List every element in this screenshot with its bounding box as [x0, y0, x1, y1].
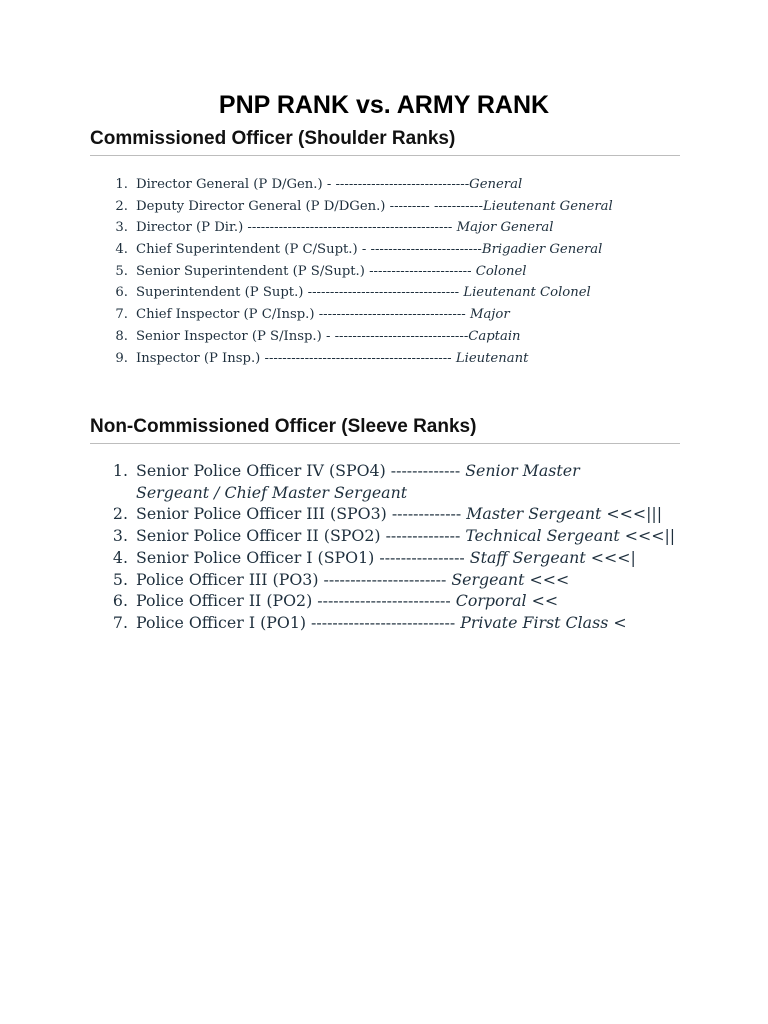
item-number: 6.: [115, 285, 128, 301]
list-item: [108, 612, 668, 634]
army-rank: Staff Sergeant: [469, 547, 586, 567]
item-number: 2.: [112, 504, 128, 524]
list-item: [108, 326, 668, 348]
pnp-rank: Senior Police Officer III (SPO3) -------------: [136, 504, 467, 524]
item-number: 6.: [112, 591, 128, 611]
army-rank: Colonel: [475, 263, 527, 279]
pnp-rank: Director (P Dir.) ----------------------------------------------: [136, 220, 457, 236]
item-number: 4.: [112, 547, 128, 567]
list-item: [108, 547, 668, 569]
pnp-rank: Chief Inspector (P C/Insp.) ---------------------------------: [136, 307, 470, 323]
army-rank: Master Sergeant: [466, 504, 602, 524]
item-number: 4.: [115, 242, 128, 258]
army-rank: Technical Sergeant: [465, 526, 620, 546]
item-number: 3.: [115, 220, 128, 236]
item-number: 3.: [112, 526, 128, 546]
item-number: 8.: [115, 328, 128, 344]
pnp-rank: Police Officer II (PO2) -------------------------: [136, 591, 456, 611]
army-rank: Brigadier General: [481, 242, 603, 258]
army-rank: Captain: [468, 328, 521, 344]
list-item: [108, 590, 668, 612]
army-rank: Lieutenant Colonel: [463, 285, 591, 301]
pnp-rank: Chief Superintendent (P C/Supt.) - -------------------------: [136, 242, 482, 258]
list-item: [108, 304, 668, 326]
item-number: 1.: [115, 177, 128, 192]
pnp-rank: Senior Police Officer I (SPO1) ----------------: [136, 547, 470, 567]
commissioned-rank-list: [108, 174, 668, 369]
sleeve-stripes: <<<||: [619, 526, 676, 546]
pnp-rank: Inspector (P Insp.) ------------------------------------------: [136, 350, 456, 366]
army-rank: General: [469, 177, 523, 192]
army-rank: Major: [469, 307, 510, 323]
page-title: PNP RANK vs. ARMY RANK: [218, 91, 550, 119]
pnp-rank: Senior Superintendent (P S/Supt.) -----------------------: [136, 263, 476, 279]
pnp-rank: Senior Inspector (P S/Insp.) - ------------------------------: [136, 328, 469, 344]
pnp-rank: Deputy Director General (P D/DGen.) --------- -----------: [136, 198, 483, 214]
list-item: [108, 503, 668, 525]
item-number: 1.: [112, 461, 128, 480]
pnp-rank: Police Officer I (PO1) ---------------------------: [136, 612, 461, 632]
list-item: [108, 569, 668, 591]
item-number: 7.: [112, 612, 128, 632]
army-rank: Private First Class: [460, 612, 609, 632]
noncommissioned-rank-list: [108, 460, 676, 634]
list-item: [108, 460, 606, 503]
pnp-rank: Senior Police Officer IV (SPO4) -------------: [136, 461, 466, 480]
list-item: [108, 525, 676, 547]
army-rank: Senior Master Sergeant / Chief Master Sergeant: [136, 461, 580, 502]
item-number: 5.: [115, 263, 128, 279]
sleeve-stripes: <<<|||: [601, 504, 663, 524]
pnp-rank: Director General (P D/Gen.) - ------------------------------: [136, 177, 470, 192]
pnp-rank: Superintendent (P Supt.) ----------------------------------: [136, 285, 464, 301]
list-item: [108, 261, 668, 283]
list-item: [108, 217, 668, 239]
noncommissioned-heading: Non-Commissioned Officer (Sleeve Ranks): [90, 415, 680, 444]
army-rank: Corporal: [455, 591, 527, 611]
list-item: [108, 282, 668, 304]
army-rank: Lieutenant: [455, 350, 529, 366]
item-number: 7.: [115, 307, 128, 323]
commissioned-heading: Commissioned Officer (Shoulder Ranks): [90, 127, 680, 156]
sleeve-stripes: <<: [526, 591, 559, 611]
sleeve-stripes: <<<|: [585, 547, 636, 567]
army-rank: Major General: [456, 220, 554, 236]
list-item: [108, 174, 668, 196]
army-rank: Lieutenant General: [482, 198, 613, 214]
item-number: 9.: [115, 350, 128, 366]
list-item: [108, 348, 668, 370]
sleeve-stripes: <<<: [524, 569, 570, 589]
item-number: 5.: [112, 569, 128, 589]
list-item: [108, 239, 668, 261]
list-item: [108, 196, 668, 218]
pnp-rank: Police Officer III (PO3) -----------------------: [136, 569, 452, 589]
pnp-rank: Senior Police Officer II (SPO2) --------------: [136, 526, 466, 546]
item-number: 2.: [115, 198, 128, 214]
army-rank: Sergeant: [451, 569, 525, 589]
sleeve-stripes: <: [608, 612, 627, 632]
